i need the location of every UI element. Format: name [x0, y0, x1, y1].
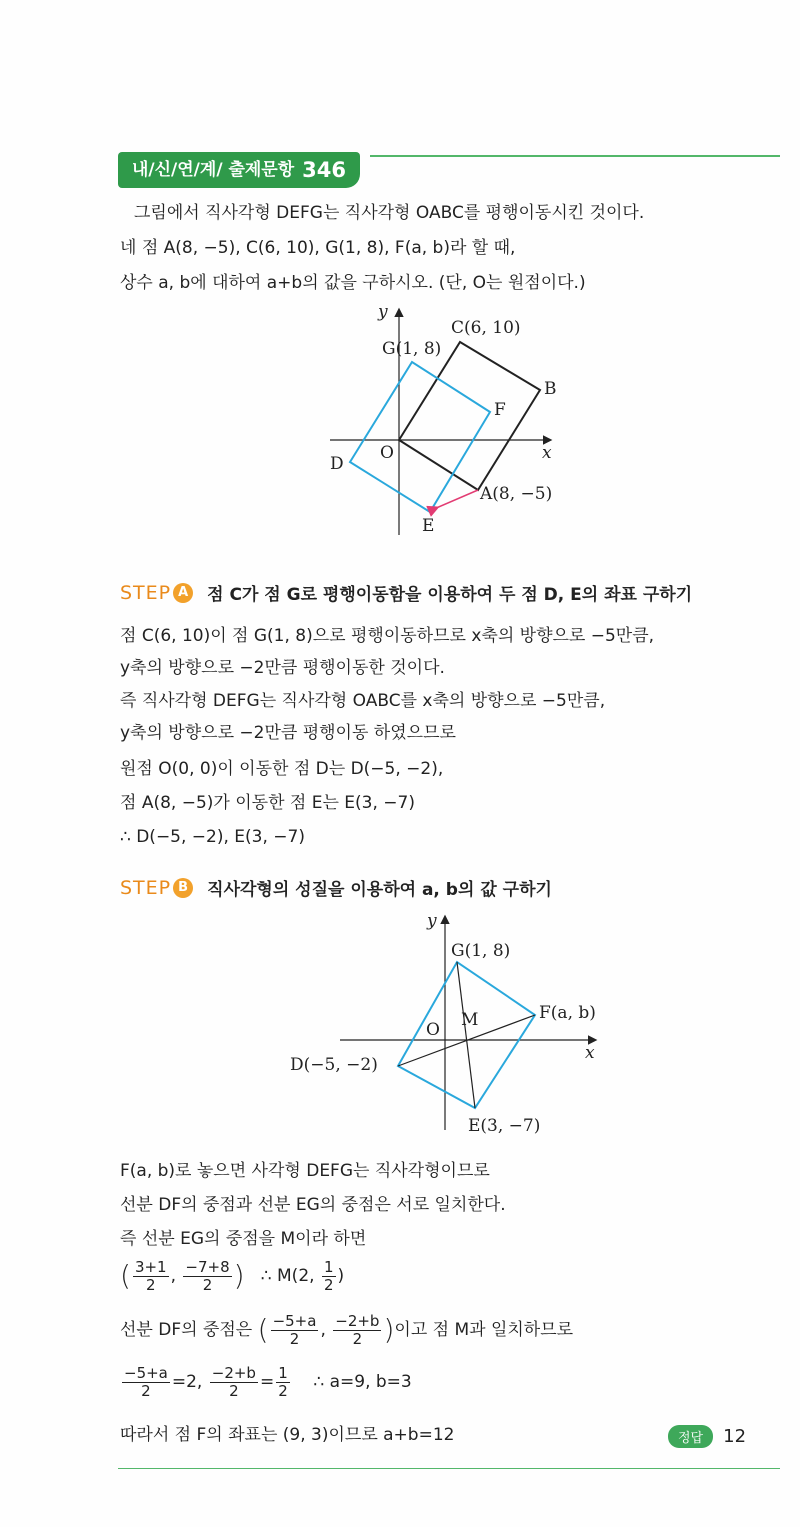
denominator: 2 [278, 1381, 288, 1400]
step-b-tag: STEP [120, 876, 172, 899]
numerator: −5+a [124, 1363, 168, 1382]
numerator: −5+a [272, 1311, 317, 1330]
step-a-line: y축의 방향으로 −2만큼 평행이동한 것이다. [120, 658, 445, 678]
label-b: B [544, 379, 557, 399]
problem-line: 상수 a, b에 대하여 a+b의 값을 구하시오. (단, O는 원점이다.) [120, 273, 586, 293]
eq2-eq: = [259, 1372, 275, 1392]
label-e: E [422, 516, 435, 536]
figure-2 [285, 905, 615, 1145]
label-m: M [461, 1010, 479, 1030]
denominator: 2 [352, 1329, 363, 1348]
step-a-line: y축의 방향으로 −2만큼 평행이동 하였으므로 [120, 723, 456, 743]
equation-line [120, 1362, 412, 1402]
numerator: 1 [278, 1363, 288, 1382]
problem-line: 그림에서 직사각형 DEFG는 직사각형 OABC를 평행이동시킨 것이다. [134, 203, 645, 223]
midpoint-df-formula: 선분 DF의 중점은 ( $\frac{-5+a}{2}$ , $\frac{-2+b}{2}$ )이고 점 M과 일치하므로 [120, 1311, 574, 1348]
problem-badge [118, 152, 360, 188]
denominator: 2 [145, 1275, 156, 1294]
axis-label-x: x [542, 443, 552, 463]
label-o: O [426, 1020, 440, 1040]
step-b-heading [120, 875, 552, 900]
step-b-title: 직사각형의 성질을 이용하여 a, b의 값 구하기 [207, 880, 552, 900]
denominator: 2 [323, 1275, 334, 1294]
df-suffix: 이고 점 M과 일치하므로 [394, 1320, 574, 1340]
step-a-line: 원점 O(0, 0)이 이동한 점 D는 D(−5, −2), [120, 759, 444, 779]
step-b-letter: B [173, 878, 193, 898]
footer-rule [118, 1468, 780, 1469]
label-d: D [330, 454, 344, 474]
problem-line: 네 점 A(8, −5), C(6, 10), G(1, 8), F(a, b)라 할 때, [120, 238, 516, 258]
axis-label-y: y [427, 911, 437, 931]
step-a-heading [120, 580, 692, 605]
denominator: 2 [229, 1381, 239, 1400]
step-a-line: ∴ D(−5, −2), E(3, −7) [120, 827, 305, 847]
numerator: 1 [323, 1257, 334, 1276]
solution-line: 선분 DF의 중점과 선분 EG의 중점은 서로 일치한다. [120, 1195, 506, 1215]
solution-line: F(a, b)로 놓으면 사각형 DEFG는 직사각형이므로 [120, 1161, 490, 1181]
final-line: 따라서 점 F의 좌표는 (9, 3)이므로 a+b=12 [120, 1425, 455, 1445]
badge-number: 346 [302, 158, 346, 182]
eq-result: ∴ a=9, b=3 [313, 1372, 412, 1392]
answer-label: 정답 [668, 1425, 713, 1448]
denominator: 2 [202, 1275, 213, 1294]
step-a-tag: STEP [120, 581, 172, 604]
midpoint-suffix: ) [337, 1266, 345, 1286]
label-o: O [380, 443, 394, 463]
answer-value: 12 [723, 1426, 747, 1447]
step-a-line: 점 A(8, −5)가 이동한 점 E는 E(3, −7) [120, 793, 415, 813]
solution-line: 즉 선분 EG의 중점을 M이라 하면 [120, 1229, 367, 1249]
badge-label: 내/신/연/계/ 출제문항 [132, 160, 295, 180]
midpoint-eg-formula: ( $\frac{3+1}{2}$ , $\frac{-7+8}{2}$ ) ∴ M(2, $\frac{1}{2}$ ) [120, 1257, 345, 1294]
diagonal-eg [457, 962, 475, 1108]
label-e: E(3, −7) [468, 1116, 541, 1136]
step-a-title: 점 C가 점 G로 평행이동함을 이용하여 두 점 D, E의 좌표 구하기 [207, 585, 693, 605]
label-d: D(−5, −2) [290, 1055, 378, 1075]
step-a-line: 점 C(6, 10)이 점 G(1, 8)으로 평행이동하므로 x축의 방향으로 −5만큼, [120, 626, 655, 646]
figure-1 [320, 295, 580, 545]
axis-label-x: x [585, 1043, 595, 1063]
header-rule [370, 155, 780, 157]
numerator: −2+b [335, 1311, 380, 1330]
label-c: C(6, 10) [451, 318, 521, 338]
label-f: F(a, b) [539, 1003, 596, 1023]
numerator: 3+1 [134, 1257, 167, 1276]
df-prefix: 선분 DF의 중점은 [120, 1320, 253, 1340]
label-g: G(1, 8) [382, 339, 442, 359]
label-f: F [494, 400, 506, 420]
denominator: 2 [141, 1381, 151, 1400]
answer [668, 1425, 746, 1448]
label-g: G(1, 8) [451, 941, 511, 961]
eq1-rhs: =2, [171, 1372, 203, 1392]
step-a-letter: A [173, 583, 193, 603]
label-a: A(8, −5) [480, 484, 553, 504]
rectangle-defg [350, 362, 490, 512]
denominator: 2 [289, 1329, 300, 1348]
midpoint-prefix: ∴ M(2, [260, 1266, 315, 1286]
rectangle-oabc [399, 342, 540, 490]
step-a-line: 즉 직사각형 DEFG는 직사각형 OABC를 x축의 방향으로 −5만큼, [120, 691, 606, 711]
numerator: −2+b [211, 1363, 256, 1382]
numerator: −7+8 [185, 1257, 230, 1276]
axis-label-y: y [378, 302, 388, 322]
